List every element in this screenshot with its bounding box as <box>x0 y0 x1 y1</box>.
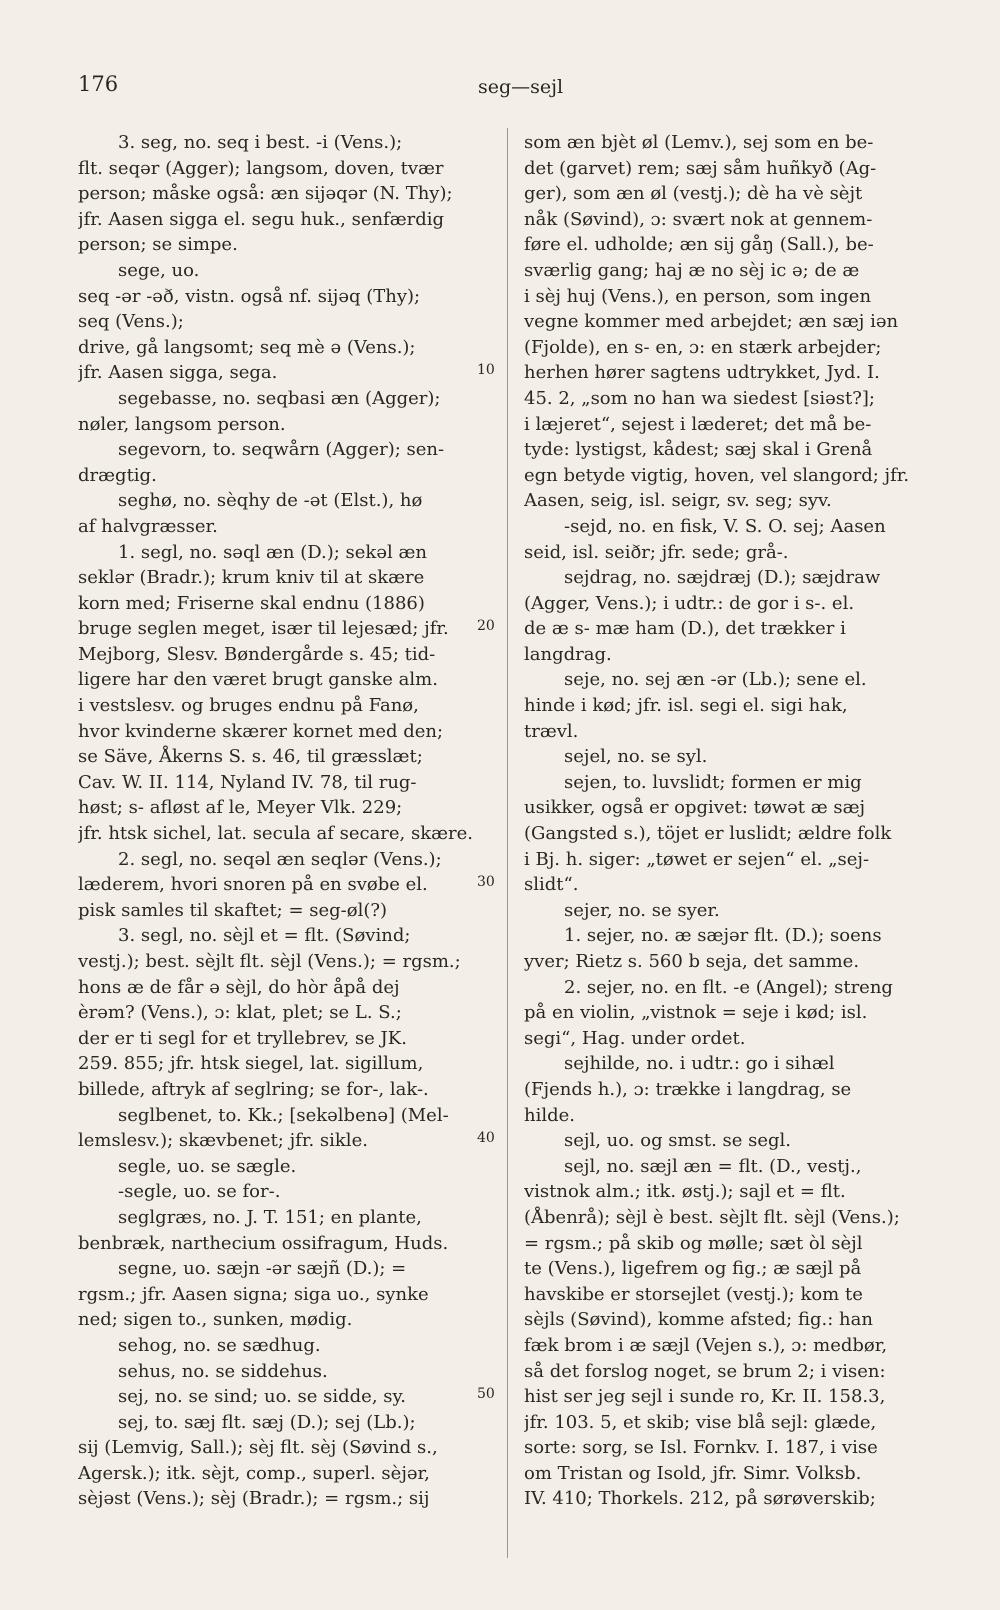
text-line: 1. segl, no. səql æn (D.); sekəl æn <box>118 541 427 563</box>
text-line: ned; sigen to., sunken, mødig. <box>78 1309 353 1331</box>
text-line: hilde. <box>524 1104 576 1126</box>
page-header <box>78 72 960 102</box>
text-line: så det forslog noget, se brum 2; i visen: <box>524 1360 886 1382</box>
text-line: der er ti segl for et tryllebrev, se JK. <box>78 1027 407 1049</box>
text-line: Mejborg, Slesv. Bøndergårde s. 45; tid- <box>78 643 436 665</box>
text-line: 2. sejer, no. en flt. -e (Angel); streng <box>564 976 893 998</box>
text-line: vegne kommer med arbejdet; æn sæj iən <box>524 311 899 333</box>
text-line: pisk samles til skaftet; = seg-øl(?) <box>78 899 388 921</box>
text-line: egn betyde vigtig, hoven, vel slangord; jfr. <box>524 464 910 486</box>
text-line: sejdrag, no. sæjdræj (D.); sæjdraw <box>564 567 881 589</box>
text-line: 259. 855; jfr. htsk siegel, lat. sigillum, <box>78 1053 424 1075</box>
text-line: 1. sejer, no. æ sæjər flt. (D.); soens <box>564 925 882 947</box>
text-line: 3. seg, no. seq i best. -i (Vens.); <box>118 132 403 153</box>
text-line: af halvgræsser. <box>78 515 218 537</box>
text-line: = rgsm.; på skib og mølle; sæt òl sèjl <box>524 1232 863 1254</box>
line-number-40: 40 <box>477 1130 495 1146</box>
text-line: 2. segl, no. seqəl æn seqlər (Vens.); <box>118 848 442 870</box>
text-line: segebasse, no. seqbasi æn (Agger); <box>118 387 441 409</box>
text-line: sejel, no. se syl. <box>564 746 708 768</box>
text-line: lemslesv.); skævbenet; jfr. sikle. <box>78 1130 368 1152</box>
text-line: sej, no. se sind; uo. se sidde, sy. <box>118 1386 407 1408</box>
text-line: de æ s- mæ ham (D.), det trækker i <box>524 618 846 640</box>
text-line: seglbenet, to. Kk.; [sekəlbenə] (Mel- <box>118 1104 449 1126</box>
text-line: sejer, no. se syer. <box>564 899 720 921</box>
text-line: i Bj. h. siger: „tøwet er sejen“ el. „sej- <box>524 848 870 870</box>
text-line: sij (Lemvig, Sall.); sèj flt. sèj (Søvind s., <box>78 1437 438 1459</box>
column-divider <box>507 128 508 1558</box>
text-line: som æn bjèt øl (Lemv.), sej som en be- <box>524 132 874 153</box>
text-line: -sejd, no. en fisk, V. S. O. sej; Aasen <box>564 515 886 537</box>
text-line: sehus, no. se siddehus. <box>118 1360 328 1382</box>
text-line: hist ser jeg sejl i sunde ro, Kr. II. 158.3, <box>524 1386 886 1408</box>
text-line: rgsm.; jfr. Aasen signa; siga uo., synke <box>78 1283 429 1305</box>
text-line: segle, uo. se sægle. <box>118 1155 297 1177</box>
text-line: se Säve, Åkerns S. s. 46, til græsslæt; <box>78 746 423 768</box>
text-line: sèjəst (Vens.); sèj (Bradr.); = rgsm.; sij <box>78 1488 430 1510</box>
running-head: seg—sejl <box>478 76 564 98</box>
text-line: sejl, uo. og smst. se segl. <box>564 1130 792 1152</box>
text-line: benbræk, narthecium ossifragum, Huds. <box>78 1232 449 1254</box>
text-line: Aasen, seig, isl. seigr, sv. seg; syv. <box>524 490 832 512</box>
text-line: korn med; Friserne skal endnu (1886) <box>78 592 425 614</box>
text-line: -segle, uo. se for-. <box>118 1181 281 1203</box>
text-line: billede, aftryk af seglring; se for-, lak-. <box>78 1078 429 1100</box>
text-line: nåk (Søvind), ɔ: svært nok at gennem- <box>524 208 873 230</box>
text-line: te (Vens.), ligefrem og fig.; æ sæjl på <box>524 1258 862 1280</box>
text-line: sege, uo. <box>118 259 200 281</box>
text-line: herhen hører sagtens udtrykket, Jyd. I. <box>524 362 880 384</box>
text-line: (Gangsted s.), töjet er luslidt; ældre folk <box>524 823 892 845</box>
text-line: 3. segl, no. sèjl et = flt. (Søvind; <box>118 925 411 947</box>
text-line: (Fjends h.), ɔ: trække i langdrag, se <box>524 1078 852 1100</box>
text-line: bruge seglen meget, især til lejesæd; jfr. <box>78 618 449 640</box>
text-line: drive, gå langsomt; seq mè ə (Vens.); <box>78 336 416 358</box>
text-line: person; måske også: æn sijəqər (N. Thy); <box>78 183 453 205</box>
text-line: segevorn, to. seqwårn (Agger); sen- <box>118 439 445 461</box>
text-line: i sèj huj (Vens.), en person, som ingen <box>524 285 872 307</box>
line-number-50: 50 <box>477 1386 495 1402</box>
text-line: seghø, no. sèqhy de -ət (Elst.), hø <box>118 490 423 512</box>
line-number-20: 20 <box>477 618 495 634</box>
text-line: i vestslesv. og bruges endnu på Fanø, <box>78 695 419 717</box>
text-line: høst; s- afløst af le, Meyer Vlk. 229; <box>78 797 403 819</box>
text-line: (Åbenrå); sèjl è best. sèjlt flt. sèjl (Vens.); <box>524 1206 900 1228</box>
text-line: (Agger, Vens.); i udtr.: de gor i s-. el. <box>524 592 855 614</box>
text-line: drægtig. <box>78 464 157 486</box>
text-line: om Tristan og Isold, jfr. Simr. Volksb. <box>524 1462 862 1484</box>
text-line: det (garvet) rem; sæj såm huñkyð (Ag- <box>524 157 877 179</box>
text-line: Cav. W. II. 114, Nyland IV. 78, til rug- <box>78 771 417 793</box>
text-line: sejl, no. sæjl æn = flt. (D., vestj., <box>564 1155 862 1177</box>
right-column <box>524 130 944 1512</box>
text-line: Agersk.); itk. sèjt, comp., superl. sèjər, <box>78 1462 430 1484</box>
text-line: føre el. udholde; æn sij gåŋ (Sall.), be- <box>524 234 874 256</box>
text-line: seklər (Bradr.); krum kniv til at skære <box>78 567 425 589</box>
text-line: slidt“. <box>524 874 579 896</box>
text-line: ger), som æn øl (vestj.); dè ha vè sèjt <box>524 183 863 205</box>
text-line: hvor kvinderne skærer kornet med den; <box>78 720 444 742</box>
text-line: jfr. Aasen sigga el. segu huk., senfærdig <box>78 208 445 230</box>
text-line: nøler, langsom person. <box>78 413 286 435</box>
text-line: sorte: sorg, se Isl. Fornkv. I. 187, i vise <box>524 1437 878 1459</box>
text-line: person; se simpe. <box>78 234 238 256</box>
text-line: sej, to. sæj flt. sæj (D.); sej (Lb.); <box>118 1411 416 1433</box>
text-line: èrəm? (Vens.), ɔ: klat, plet; se L. S.; <box>78 1002 402 1024</box>
text-line: yver; Rietz s. 560 b seja, det samme. <box>524 951 860 972</box>
text-line: i læjeret“, sejest i læderet; det må be- <box>524 413 872 435</box>
text-line: segi“, Hag. under ordet. <box>524 1027 746 1049</box>
text-line: fæk brom i æ sæjl (Vejen s.), ɔ: medbør, <box>524 1334 888 1356</box>
line-number-10: 10 <box>477 362 495 378</box>
text-line: jfr. 103. 5, et skib; vise blå sejl: glæde, <box>524 1411 877 1433</box>
text-line: vestj.); best. sèjlt flt. sèjl (Vens.); = rgsm.; <box>78 951 461 972</box>
text-line: segne, uo. sæjn -ər sæjñ (D.); = <box>118 1258 407 1280</box>
text-line: langdrag. <box>524 643 612 665</box>
text-line: seje, no. sej æn -ər (Lb.); sene el. <box>564 669 867 691</box>
text-line: sèjls (Søvind), komme afsted; fig.: han <box>524 1309 873 1331</box>
line-number-30: 30 <box>477 874 495 890</box>
text-line: hinde i kød; jfr. isl. segi el. sigi hak, <box>524 695 848 717</box>
text-line: sehog, no. se sædhug. <box>118 1334 321 1356</box>
page-number: 176 <box>78 72 119 96</box>
left-column <box>78 130 490 1512</box>
text-line: hons æ de får ə sèjl, do hòr åpå dej <box>78 976 400 998</box>
text-line: seq (Vens.); <box>78 311 184 333</box>
text-line: seid, isl. seiðr; jfr. sede; grå-. <box>524 541 789 563</box>
text-line: sværlig gang; haj æ no sèj ic ə; de æ <box>524 259 860 281</box>
text-line: læderem, hvori snoren på en svøbe el. <box>78 874 428 896</box>
text-line: IV. 410; Thorkels. 212, på sørøverskib; <box>524 1488 876 1510</box>
text-line: jfr. htsk sichel, lat. secula af secare, skære. <box>78 823 474 845</box>
text-line: seglgræs, no. J. T. 151; en plante, <box>118 1206 422 1228</box>
text-line: sejhilde, no. i udtr.: go i sihæl <box>564 1053 835 1075</box>
text-line: (Fjolde), en s- en, ɔ: en stærk arbejder; <box>524 336 882 358</box>
text-line: havskibe er storsejlet (vestj.); kom te <box>524 1283 863 1305</box>
text-line: 45. 2, „som no han wa siedest [siəst?]; <box>524 387 875 409</box>
text-line: vistnok alm.; itk. østj.); sajl et = flt. <box>524 1181 846 1203</box>
text-line: usikker, også er opgivet: tøwət æ sæj <box>524 797 866 819</box>
text-line: sejen, to. luvslidt; formen er mig <box>564 771 862 793</box>
text-line: på en violin, „vistnok = seje i kød; isl. <box>524 1002 868 1024</box>
text-line: jfr. Aasen sigga, sega. <box>78 362 278 384</box>
text-line: tyde: lystigst, kådest; sæj skal i Grenå <box>524 439 873 461</box>
text-line: flt. seqər (Agger); langsom, doven, tvær <box>78 157 444 179</box>
text-line: ligere har den været brugt ganske alm. <box>78 669 438 691</box>
text-line: trævl. <box>524 720 579 742</box>
text-line: seq -ər -əð, vistn. også nf. sijəq (Thy); <box>78 285 421 307</box>
